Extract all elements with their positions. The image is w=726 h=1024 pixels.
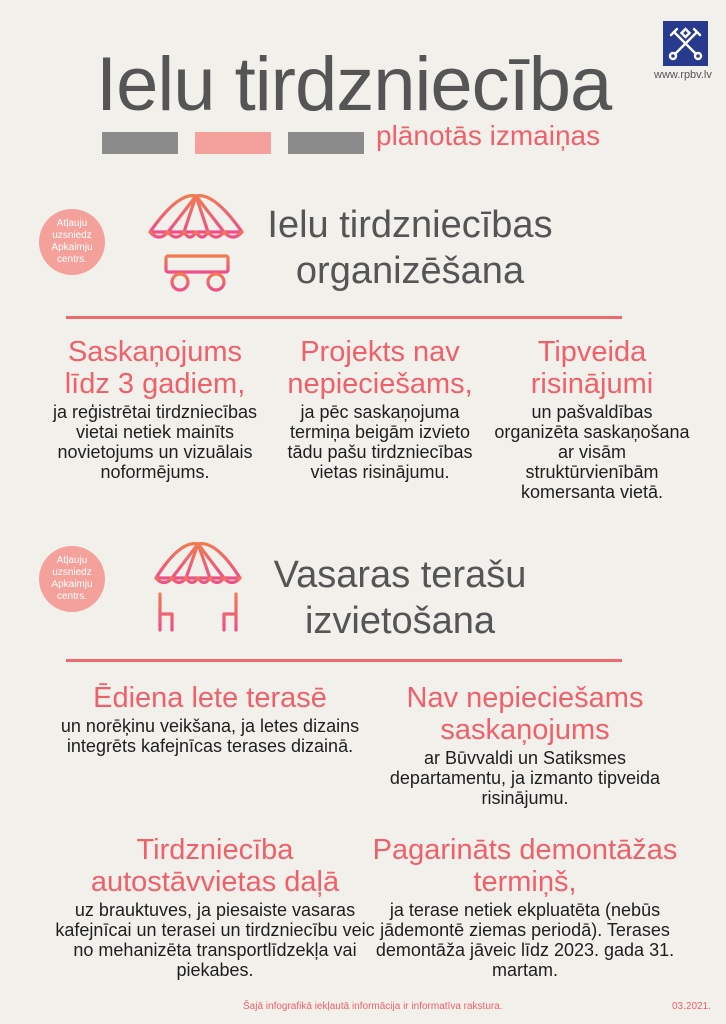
column-heading: Tipveida risinājumi — [530, 336, 654, 400]
block-text: un norēķinu veikšana, ja letes dizains integrēts kafejnīcas terases dizainā. — [60, 716, 360, 756]
column-heading: Projekts nav nepieciešams, — [287, 336, 473, 400]
permit-badge-text: Atļauju uzsniedz Apkaimju centrs. — [51, 555, 93, 602]
section2-divider — [66, 659, 622, 662]
column-text: un pašvaldības organizēta saskaņošana ar visām struktūrvienībām komersanta vietā. — [494, 402, 690, 502]
block-heading: Nav nepieciešams saskaņojums — [406, 682, 644, 746]
section1-title — [250, 202, 570, 294]
section2-block-3 — [55, 834, 375, 980]
block-heading: Ēdiena lete terasē — [93, 682, 327, 714]
section2-block-2 — [370, 682, 680, 808]
food-cart-umbrella-icon — [146, 190, 246, 294]
block-text: uz brauktuves, ja piesaiste vasaras kafejnīcai un terasei un tirdzniecību veic no mehanizēta transportlīdzekļa vai piekabes. — [55, 900, 375, 980]
block-heading: Tirdzniecība autostāvvietas daļā — [90, 834, 340, 898]
permit-badge — [39, 209, 105, 275]
column-heading: Saskaņojums līdz 3 gadiem, — [64, 336, 246, 400]
section1-column-3 — [492, 336, 692, 502]
section1-column-1 — [45, 336, 265, 482]
section2-block-1 — [60, 682, 360, 756]
block-text: ar Būvvaldi un Satiksmes departamentu, ja izmanto tipveida risinājumu. — [389, 748, 661, 808]
decor-bar-pink — [195, 132, 271, 154]
block-heading: Pagarināts demontāžas termiņš, — [372, 834, 678, 898]
permit-badge-text: Atļauju uzsniedz Apkaimju centrs. — [51, 218, 93, 265]
logo-keys-icon — [663, 21, 708, 66]
section1-divider — [66, 316, 622, 319]
page-subtitle: plānotās izmaiņas — [376, 120, 601, 151]
section2-title-line2: izvietošana — [304, 600, 496, 642]
section2-title-line1: Vasaras terašu — [273, 554, 527, 596]
decor-bar-gray-2 — [288, 132, 364, 154]
section2-block-4 — [360, 834, 690, 980]
block-text: ja terase netiek ekpluatēta (nebūs jādemontē ziemas periodā). Terases demontāža jāveic līdz 2023. gada 31. martam. — [375, 900, 675, 980]
decor-bar-gray-1 — [102, 132, 178, 154]
permit-badge — [39, 546, 105, 612]
section1-column-2 — [280, 336, 480, 482]
footer-disclaimer: Šajā infografikā iekļautā informācija ir informatīva rakstura. — [243, 1001, 503, 1012]
section1-title-line1: Ielu tirdzniecības — [267, 204, 553, 246]
column-text: ja reģistrētai tirdzniecības vietai netiek mainīts novietojums un vizuālais noformējums. — [52, 402, 258, 482]
section2-title — [240, 552, 560, 644]
website-link[interactable]: www.rpbv.lv — [654, 69, 712, 81]
page-title: Ielu tirdzniecība — [96, 42, 612, 127]
footer-date: 03.2021. — [672, 1001, 711, 1012]
terrace-table-umbrella-icon — [152, 538, 244, 634]
column-text: ja pēc saskaņojuma termiņa beigām izvieto tādu pašu tirdzniecības vietas risinājumu. — [287, 402, 473, 482]
section1-title-line2: organizēšana — [295, 250, 525, 292]
